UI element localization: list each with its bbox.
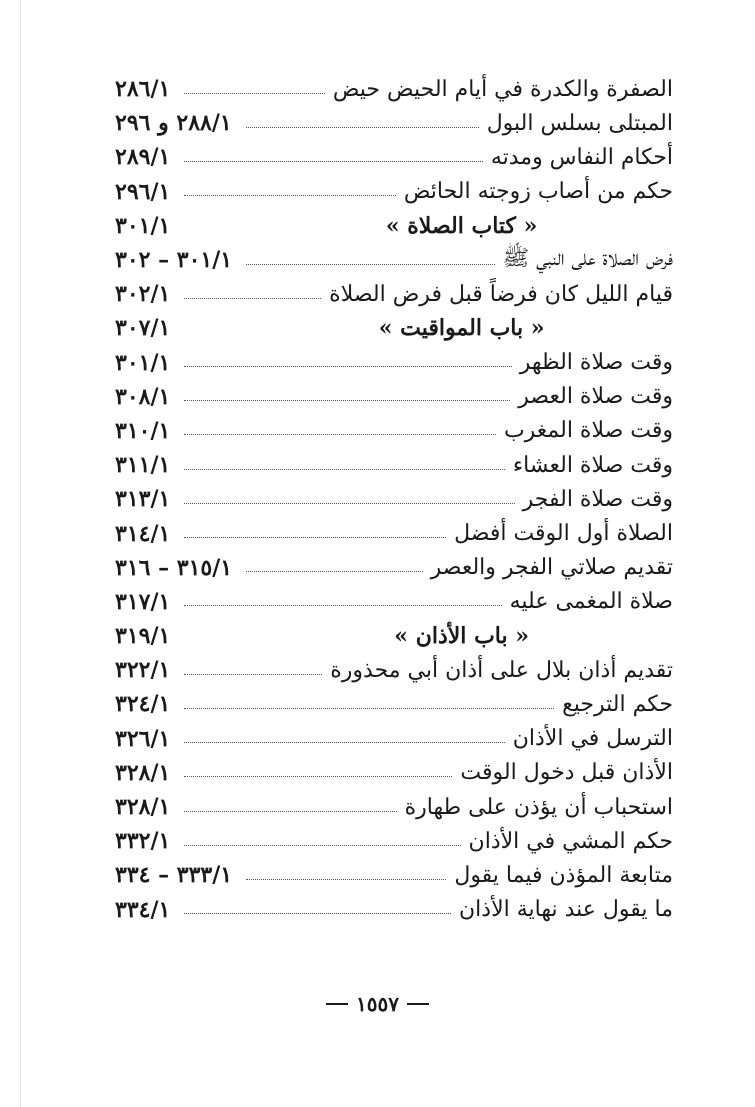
entry-page: ٣٢٦/١ xyxy=(115,725,171,752)
entry-page: ٣١٥/١ – ٣١٦ xyxy=(115,554,233,581)
toc-entry xyxy=(115,106,673,140)
toc-entry xyxy=(115,277,673,311)
entry-page: ٢٨٩/١ xyxy=(115,144,171,171)
folio-dash-left xyxy=(326,1003,348,1005)
dot-leader xyxy=(184,605,501,606)
entry-page: ٢٨٨/١ و ٢٩٦ xyxy=(115,110,232,137)
dot-leader xyxy=(184,195,396,196)
entry-title: وقت صلاة العشاء xyxy=(512,452,673,478)
entry-title: وقت صلاة العصر xyxy=(518,384,673,410)
dot-leader xyxy=(184,537,446,538)
toc-entry xyxy=(115,687,673,721)
toc-entry xyxy=(115,790,673,824)
dot-leader xyxy=(184,913,451,914)
entry-title: صلاة المغمى عليه xyxy=(509,589,673,615)
dot-leader xyxy=(184,469,505,470)
dot-leader xyxy=(184,811,396,812)
dot-leader xyxy=(184,708,554,709)
entry-title: متابعة المؤذن فيما يقول xyxy=(454,862,673,888)
toc-entry xyxy=(115,585,673,619)
section-page: ٣٠٧/١ xyxy=(115,315,171,342)
entry-title: وقت صلاة الفجر xyxy=(522,486,673,512)
entry-page: ٣٢٢/١ xyxy=(115,657,171,684)
section-title: « كتاب الصلاة » xyxy=(385,212,538,239)
dot-leader xyxy=(246,879,446,880)
entry-title: تقديم أذان بلال على أذان أبي محذورة xyxy=(330,657,673,683)
entry-title: أحكام النفاس ومدته xyxy=(490,144,673,170)
dot-leader xyxy=(184,366,511,367)
dot-leader xyxy=(184,93,325,94)
toc-section-heading xyxy=(115,619,673,653)
entry-page: ٣٣٣/١ – ٣٣٤ xyxy=(115,862,233,889)
entry-page: ٣٢٨/١ xyxy=(115,759,171,786)
dot-leader xyxy=(246,571,423,572)
entry-title: ما يقول عند نهاية الأذان xyxy=(459,897,673,923)
entry-page: ٣٠١/١ xyxy=(115,349,171,376)
toc-entry xyxy=(115,551,673,585)
toc-entry xyxy=(115,175,673,209)
section-page: ٣١٩/١ xyxy=(115,623,171,650)
toc-entry xyxy=(115,72,673,106)
entry-page: ٣١٧/١ xyxy=(115,588,171,615)
entry-title: المبتلى بسلس البول xyxy=(486,110,673,136)
dot-leader xyxy=(184,400,510,401)
entry-title: استحباب أن يؤذن على طهارة xyxy=(404,794,673,820)
toc-entry xyxy=(115,243,673,277)
toc-entry xyxy=(115,824,673,858)
toc-entry xyxy=(115,653,673,687)
toc-entry xyxy=(115,516,673,550)
entry-page: ٣٣٤/١ xyxy=(115,896,171,923)
dot-leader xyxy=(184,776,452,777)
entry-title: قيام الليل كان فرضاً قبل فرض الصلاة xyxy=(329,281,673,307)
section-title: « باب الأذان » xyxy=(394,623,530,650)
dot-leader xyxy=(184,845,460,846)
entry-page: ٣٠١/١ – ٣٠٢ xyxy=(115,247,233,274)
entry-page: ٣١١/١ xyxy=(115,452,171,479)
toc-entry xyxy=(115,482,673,516)
entry-page: ٣١٤/١ xyxy=(115,520,171,547)
entry-page: ٣٢٨/١ xyxy=(115,794,171,821)
entry-page: ٣٣٢/١ xyxy=(115,828,171,855)
dot-leader xyxy=(184,298,321,299)
table-of-contents xyxy=(115,72,673,927)
dot-leader xyxy=(184,742,504,743)
toc-entry xyxy=(115,756,673,790)
toc-entry xyxy=(115,346,673,380)
toc-section-heading xyxy=(115,209,673,243)
entry-page: ٣٠٢/١ xyxy=(115,281,171,308)
toc-section-heading xyxy=(115,311,673,345)
toc-entry xyxy=(115,380,673,414)
entry-page: ٢٩٦/١ xyxy=(115,178,171,205)
dot-leader xyxy=(184,503,514,504)
entry-title: فرض الصلاة على النبي ﷺ xyxy=(502,246,673,272)
toc-entry xyxy=(115,893,673,927)
entry-title: تقديم صلاتي الفجر والعصر xyxy=(430,555,673,581)
entry-title: الأذان قبل دخول الوقت xyxy=(460,760,673,786)
toc-entry xyxy=(115,448,673,482)
entry-title: الترسل في الأذان xyxy=(512,726,673,752)
section-title: « باب المواقيت » xyxy=(378,315,545,342)
entry-page: ٣٢٤/١ xyxy=(115,691,171,718)
entry-title: وقت صلاة الظهر xyxy=(519,350,673,376)
entry-title: الصلاة أول الوقت أفضل xyxy=(454,521,673,547)
toc-entry xyxy=(115,858,673,892)
page-number xyxy=(0,992,755,1016)
entry-title: حكم من أصاب زوجته الحائض xyxy=(403,179,673,205)
entry-page: ٣١٠/١ xyxy=(115,417,171,444)
section-page: ٣٠١/١ xyxy=(115,212,171,239)
entry-title: وقت صلاة المغرب xyxy=(503,418,673,444)
dot-leader xyxy=(184,674,322,675)
entry-page: ٢٨٦/١ xyxy=(115,76,171,103)
toc-entry xyxy=(115,722,673,756)
entry-page: ٣٠٨/١ xyxy=(115,383,171,410)
dot-leader xyxy=(184,434,496,435)
entry-title: حكم المشي في الأذان xyxy=(468,828,673,854)
toc-entry xyxy=(115,414,673,448)
dot-leader xyxy=(246,264,495,265)
folio-dash-right xyxy=(407,1003,429,1005)
page-number-value: ١٥٥٧ xyxy=(356,992,399,1016)
page-edge-rule xyxy=(20,0,21,1107)
entry-title: الصفرة والكدرة في أيام الحيض حيض xyxy=(332,76,673,102)
dot-leader xyxy=(246,127,479,128)
entry-page: ٣١٣/١ xyxy=(115,486,171,513)
entry-title: حكم الترجيع xyxy=(562,691,673,717)
dot-leader xyxy=(184,161,483,162)
toc-entry xyxy=(115,140,673,174)
